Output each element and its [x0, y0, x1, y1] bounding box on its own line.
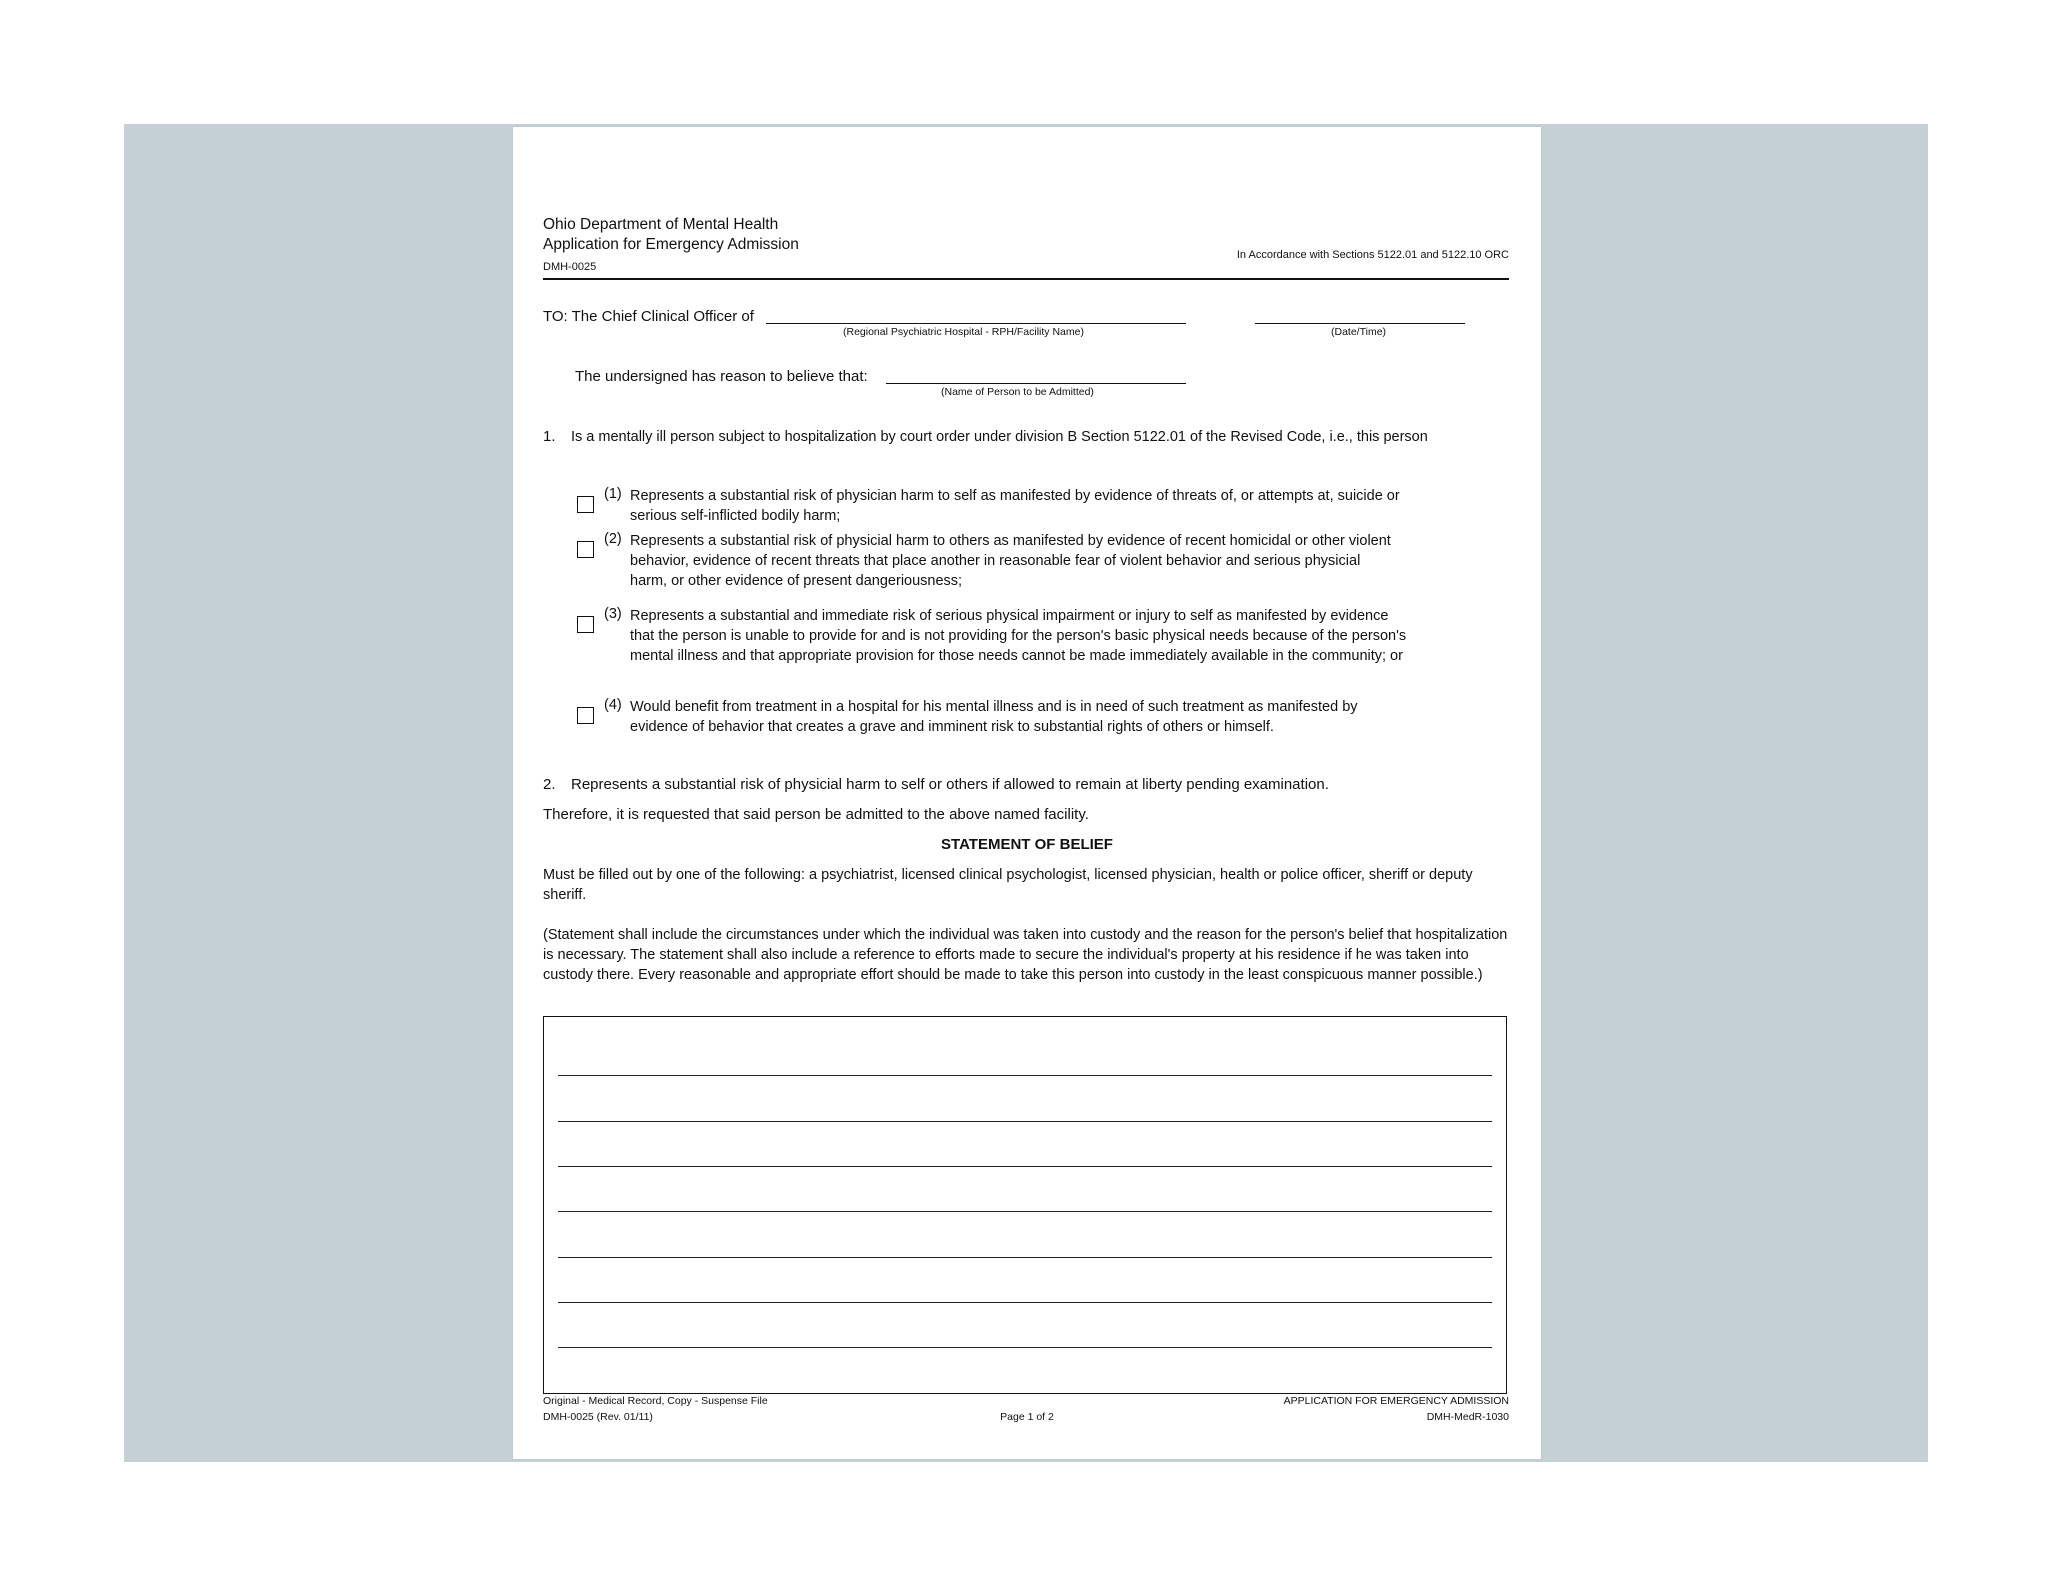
- item2-text: Represents a substantial risk of physicial harm to self or others if allowed to remain at liberty pending examination.: [571, 776, 1329, 793]
- footer-form-rev: DMH-0025 (Rev. 01/11): [543, 1411, 653, 1423]
- form-code: DMH-0025: [543, 261, 597, 273]
- statement-heading: STATEMENT OF BELIEF: [941, 836, 1113, 853]
- item2-number: 2.: [543, 776, 556, 793]
- therefore-text: Therefore, it is requested that said person be admitted to the above named facility.: [543, 806, 1089, 823]
- criteria-2-number: (2): [604, 531, 622, 547]
- statement-who: Must be filled out by one of the following: a psychiatrist, licensed clinical psychologist, licensed physician, health or police officer, sheriff or deputy sheriff.: [543, 867, 1473, 903]
- person-caption: (Name of Person to be Admitted): [941, 386, 1094, 398]
- footer-form-name: APPLICATION FOR EMERGENCY ADMISSION: [1283, 1395, 1509, 1407]
- statement-line[interactable]: [558, 1075, 1492, 1076]
- header-rule: [543, 278, 1509, 280]
- document-page: [513, 127, 1541, 1459]
- date-caption: (Date/Time): [1331, 326, 1387, 338]
- statement-line[interactable]: [558, 1121, 1492, 1122]
- statement-line[interactable]: [558, 1347, 1492, 1348]
- criteria-4-text: Would benefit from treatment in a hospital for his mental illness and is in need of such treatment as manifested by evidence of behavior that creates a grave and imminent risk to substantial rights of others or himself.: [630, 699, 1358, 735]
- item1-text: Is a mentally ill person subject to hospitalization by court order under division B Section 5122.01 of the Revised Code, i.e., this person: [571, 429, 1428, 445]
- statement-line[interactable]: [558, 1166, 1492, 1167]
- criteria-3-number: (3): [604, 606, 622, 622]
- accordance-note: In Accordance with Sections 5122.01 and 5122.10 ORC: [1236, 249, 1509, 261]
- person-name-field[interactable]: [886, 383, 1186, 384]
- criteria-3-text: Represents a substantial and immediate risk of serious physical impairment or injury to self as manifested by evidence that the person is unable to provide for and is not providing for the person's basic physical needs because of the person's mental illness and that appropriate provision for those needs cannot be made immediately available in the community; or: [630, 608, 1407, 664]
- criteria-3-checkbox[interactable]: [577, 616, 594, 633]
- statement-line[interactable]: [558, 1211, 1492, 1212]
- criteria-4-number: (4): [604, 697, 622, 713]
- criteria-2-text: Represents a substantial risk of physicial harm to others as manifested by evidence of recent homicidal or other violent behavior, evidence of recent threats that place another in reasonable fear of violent behavior and serious physicial harm, or other evidence of present dangeriousness;: [630, 533, 1391, 589]
- criteria-1-checkbox[interactable]: [577, 496, 594, 513]
- department-name: Ohio Department of Mental Health: [543, 216, 779, 233]
- criteria-4-checkbox[interactable]: [577, 707, 594, 724]
- statement-line[interactable]: [558, 1257, 1492, 1258]
- facility-name-field[interactable]: [766, 323, 1186, 324]
- footer-distribution: Original - Medical Record, Copy - Suspense File: [543, 1395, 768, 1407]
- statement-box[interactable]: [543, 1016, 1507, 1394]
- believe-label: The undersigned has reason to believe that:: [575, 368, 868, 385]
- to-label: TO: The Chief Clinical Officer of: [543, 308, 754, 325]
- criteria-1-text: Represents a substantial risk of physician harm to self as manifested by evidence of threats of, or attempts at, suicide or serious self-inflicted bodily harm;: [630, 488, 1400, 524]
- footer-form-id: DMH-MedR-1030: [1426, 1411, 1509, 1423]
- date-time-field[interactable]: [1255, 323, 1465, 324]
- statement-instructions: (Statement shall include the circumstances under which the individual was taken into custody and the reason for the person's belief that hospitalization is necessary. The statement shall also include a reference to efforts made to secure the individual's property at his residence if he was taken into custody there. Every reasonable and appropriate effort should be made to take this person into custody in the least conspicuous manner possible.): [543, 927, 1508, 983]
- page-number: Page 1 of 2: [1000, 1411, 1054, 1423]
- form-title: Application for Emergency Admission: [543, 236, 799, 253]
- facility-caption: (Regional Psychiatric Hospital - RPH/Facility Name): [843, 326, 1084, 338]
- statement-line[interactable]: [558, 1302, 1492, 1303]
- criteria-1-number: (1): [604, 486, 622, 502]
- criteria-2-checkbox[interactable]: [577, 541, 594, 558]
- item1-number: 1.: [543, 428, 556, 445]
